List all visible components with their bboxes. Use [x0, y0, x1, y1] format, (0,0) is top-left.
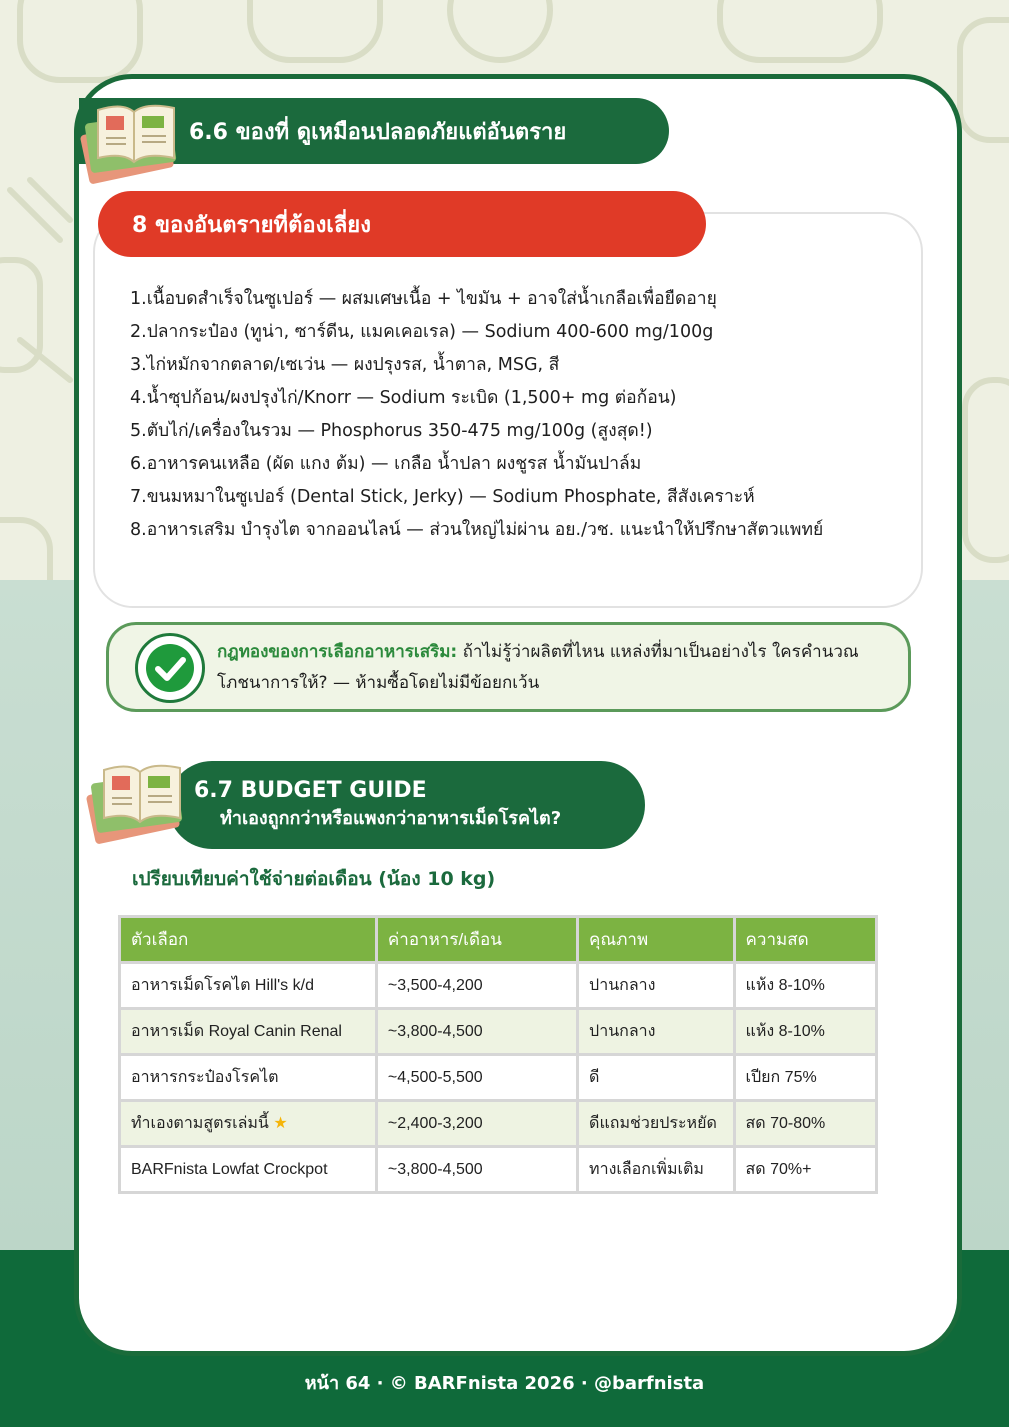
- table-cell: ~2,400-3,200: [376, 1101, 577, 1147]
- column-header: ค่าอาหาร/เดือน: [376, 917, 577, 963]
- check-circle-icon: [135, 633, 205, 703]
- table-cell-text: ทำเองตามสูตรเล่มนี้: [131, 1115, 269, 1132]
- table-row: [120, 1101, 877, 1147]
- table-cell: ~3,500-4,200: [376, 963, 577, 1009]
- list-item: 5.ตับไก่/เครื่องในรวม — Phosphorus 350-475 mg/100g (สูงสุด!): [130, 421, 653, 441]
- table-cell: ทางเลือกเพิ่มเติม: [578, 1147, 734, 1193]
- table-cell: อาหารเม็ดโรคไต Hill's k/d: [120, 963, 377, 1009]
- star-icon: ★: [273, 1115, 288, 1132]
- table-row: [120, 1147, 877, 1193]
- list-item: 3.ไก่หมักจากตลาด/เซเว่น — ผงปรุงรส, น้ำตาล, MSG, สี: [130, 355, 560, 375]
- list-item: 8.อาหารเสริม บำรุงไต จากออนไลน์ — ส่วนใหญ่ไม่ผ่าน อย./วช. แนะนำให้ปรึกษาสัตวแพทย์: [130, 520, 824, 540]
- list-item: 1.เนื้อบดสำเร็จในซูเปอร์ — ผสมเศษเนื้อ + ไขมัน + อาจใส่น้ำเกลือเพื่อยืดอายุ: [130, 289, 717, 309]
- tip-lead: กฎทองของการเลือกอาหารเสริม:: [217, 642, 458, 662]
- table-row: [120, 963, 877, 1009]
- section-6-7-subtitle: ทำเองถูกกว่าหรือแพงกว่าอาหารเม็ดโรคไต?: [220, 808, 562, 829]
- list-item: 7.ขนมหมาในซูเปอร์ (Dental Stick, Jerky) — Sodium Phosphate, สีสังเคราะห์: [130, 487, 755, 507]
- table-cell: ปานกลาง: [578, 1009, 734, 1055]
- table-cell: ดีแถมช่วยประหยัด: [578, 1101, 734, 1147]
- table-cell: สด 70%+: [734, 1147, 876, 1193]
- cost-comparison-table: [118, 915, 878, 1194]
- table-cell: อาหารเม็ด Royal Canin Renal: [120, 1009, 377, 1055]
- table-cell: แห้ง 8-10%: [734, 1009, 876, 1055]
- table-cell: BARFnista Lowfat Crockpot: [120, 1147, 377, 1193]
- table-cell: แห้ง 8-10%: [734, 963, 876, 1009]
- book-icon: [78, 96, 188, 186]
- list-item: 4.น้ำซุปก้อน/ผงปรุงไก่/Knorr — Sodium ระเบิด (1,500+ mg ต่อก้อน): [130, 388, 677, 408]
- page-footer: หน้า 64 · © BARFnista 2026 · @barfnista: [304, 1373, 705, 1394]
- list-item: 6.อาหารคนเหลือ (ผัด แกง ต้ม) — เกลือ น้ำปลา ผงชูรส น้ำมันปาล์ม: [130, 454, 642, 474]
- table-cell-with-star: [120, 1101, 377, 1147]
- book-icon: [84, 756, 194, 846]
- table-row: [120, 1055, 877, 1101]
- table-cell: ปานกลาง: [578, 963, 734, 1009]
- table-cell: ดี: [578, 1055, 734, 1101]
- golden-rule-tip: [106, 622, 911, 712]
- column-header: ตัวเลือก: [120, 917, 377, 963]
- section-6-7-title: 6.7 BUDGET GUIDE: [194, 778, 427, 803]
- table-header-row: [120, 917, 877, 963]
- table-cell: ~3,800-4,500: [376, 1009, 577, 1055]
- danger-heading: 8 ของอันตรายที่ต้องเลี่ยง: [98, 191, 706, 257]
- compare-heading: เปรียบเทียบค่าใช้จ่ายต่อเดือน (น้อง 10 kg): [132, 868, 496, 890]
- column-header: ความสด: [734, 917, 876, 963]
- table-row: [120, 1009, 877, 1055]
- table-cell: เปียก 75%: [734, 1055, 876, 1101]
- tip-text: [217, 637, 897, 699]
- section-6-6-title: 6.6 ของที่ ดูเหมือนปลอดภัยแต่อันตราย: [189, 119, 567, 145]
- list-item: 2.ปลากระป๋อง (ทูน่า, ซาร์ดีน, แมคเคอเรล) — Sodium 400-600 mg/100g: [130, 322, 714, 342]
- table-cell: สด 70-80%: [734, 1101, 876, 1147]
- tip-body: ถ้าไม่รู้ว่าผลิตที่ไหน แหล่งที่มาเป็นอย่างไร ใครคำนวณโภชนาการให้? — ห้ามซื้อโดยไม่มีข้อยกเว้น: [217, 642, 859, 693]
- table-cell: ~4,500-5,500: [376, 1055, 577, 1101]
- danger-list: [130, 283, 890, 547]
- table-cell: ~3,800-4,500: [376, 1147, 577, 1193]
- column-header: คุณภาพ: [578, 917, 734, 963]
- section-6-7-header: [168, 761, 645, 849]
- table-cell: อาหารกระป๋องโรคไต: [120, 1055, 377, 1101]
